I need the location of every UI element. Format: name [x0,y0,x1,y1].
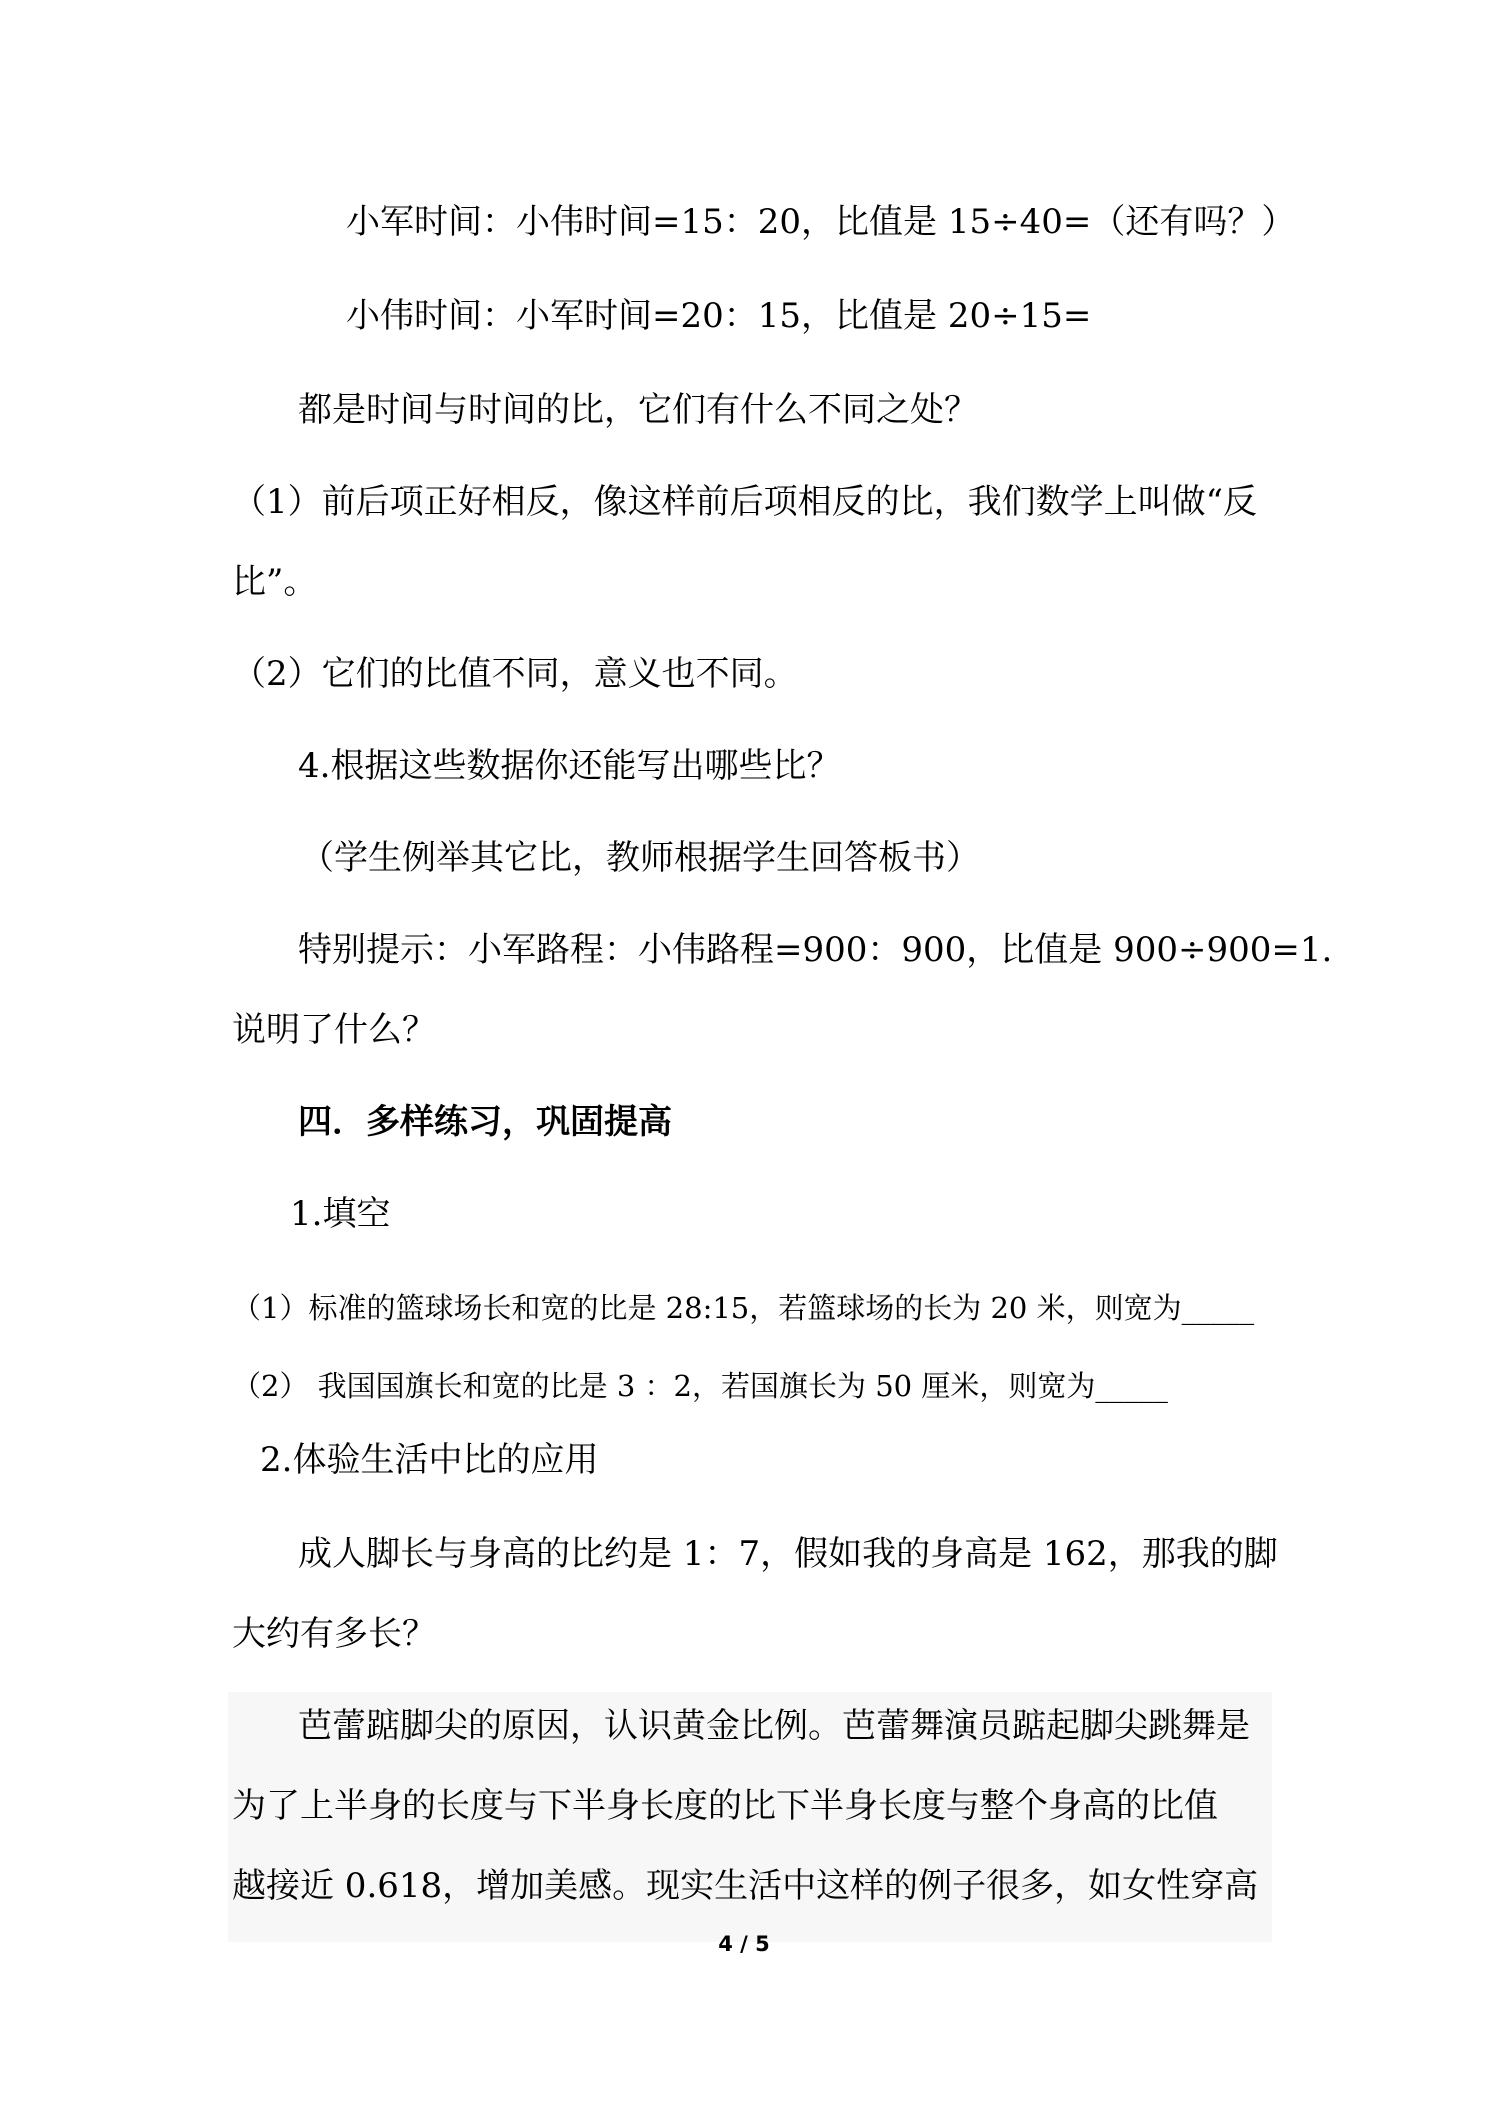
text-line-1: 小军时间：小伟时间=15：20，比值是 15÷40=（还有吗？） [346,202,1296,242]
page-number: 4 / 5 [718,1932,770,1956]
text-line-18: 芭蕾踮脚尖的原因，认识黄金比例。芭蕾舞演员踮起脚尖跳舞是 [298,1706,1250,1746]
text-line-10: 说明了什么？ [232,1010,436,1050]
text-line-13: （1）标准的篮球场长和宽的比是 28:15，若篮球场的长为 20 米，则宽为_____ [232,1291,1255,1325]
text-line-7: 4.根据这些数据你还能写出哪些比？ [298,746,841,786]
text-line-12: 1.填空 [290,1194,391,1234]
text-line-8: （学生例举其它比，教师根据学生回答板书） [300,838,980,878]
text-line-9: 特别提示：小军路程：小伟路程=900：900，比值是 900÷900=1. [298,930,1333,970]
text-line-20: 越接近 0.618，增加美感。现实生活中这样的例子很多，如女性穿高 [232,1866,1259,1906]
text-line-3: 都是时间与时间的比，它们有什么不同之处？ [298,390,978,430]
section-heading: 四．多样练习，巩固提高 [298,1102,672,1142]
text-line-17: 大约有多长？ [232,1614,436,1654]
text-line-19: 为了上半身的长度与下半身长度的比下半身长度与整个身高的比值 [232,1786,1218,1826]
text-line-6: （2）它们的比值不同，意义也不同。 [232,654,798,694]
text-line-14: （2） 我国国旗长和宽的比是 3 ：2，若国旗长为 50 厘米，则宽为_____ [232,1369,1168,1403]
text-line-5: 比”。 [232,562,318,602]
text-line-4: （1）前后项正好相反，像这样前后项相反的比，我们数学上叫做“反 [232,482,1258,522]
text-line-16: 成人脚长与身高的比约是 1：7，假如我的身高是 162，那我的脚 [298,1534,1278,1574]
text-line-15: 2.体验生活中比的应用 [260,1440,599,1480]
text-line-2: 小伟时间：小军时间=20：15，比值是 20÷15= [346,296,1092,336]
